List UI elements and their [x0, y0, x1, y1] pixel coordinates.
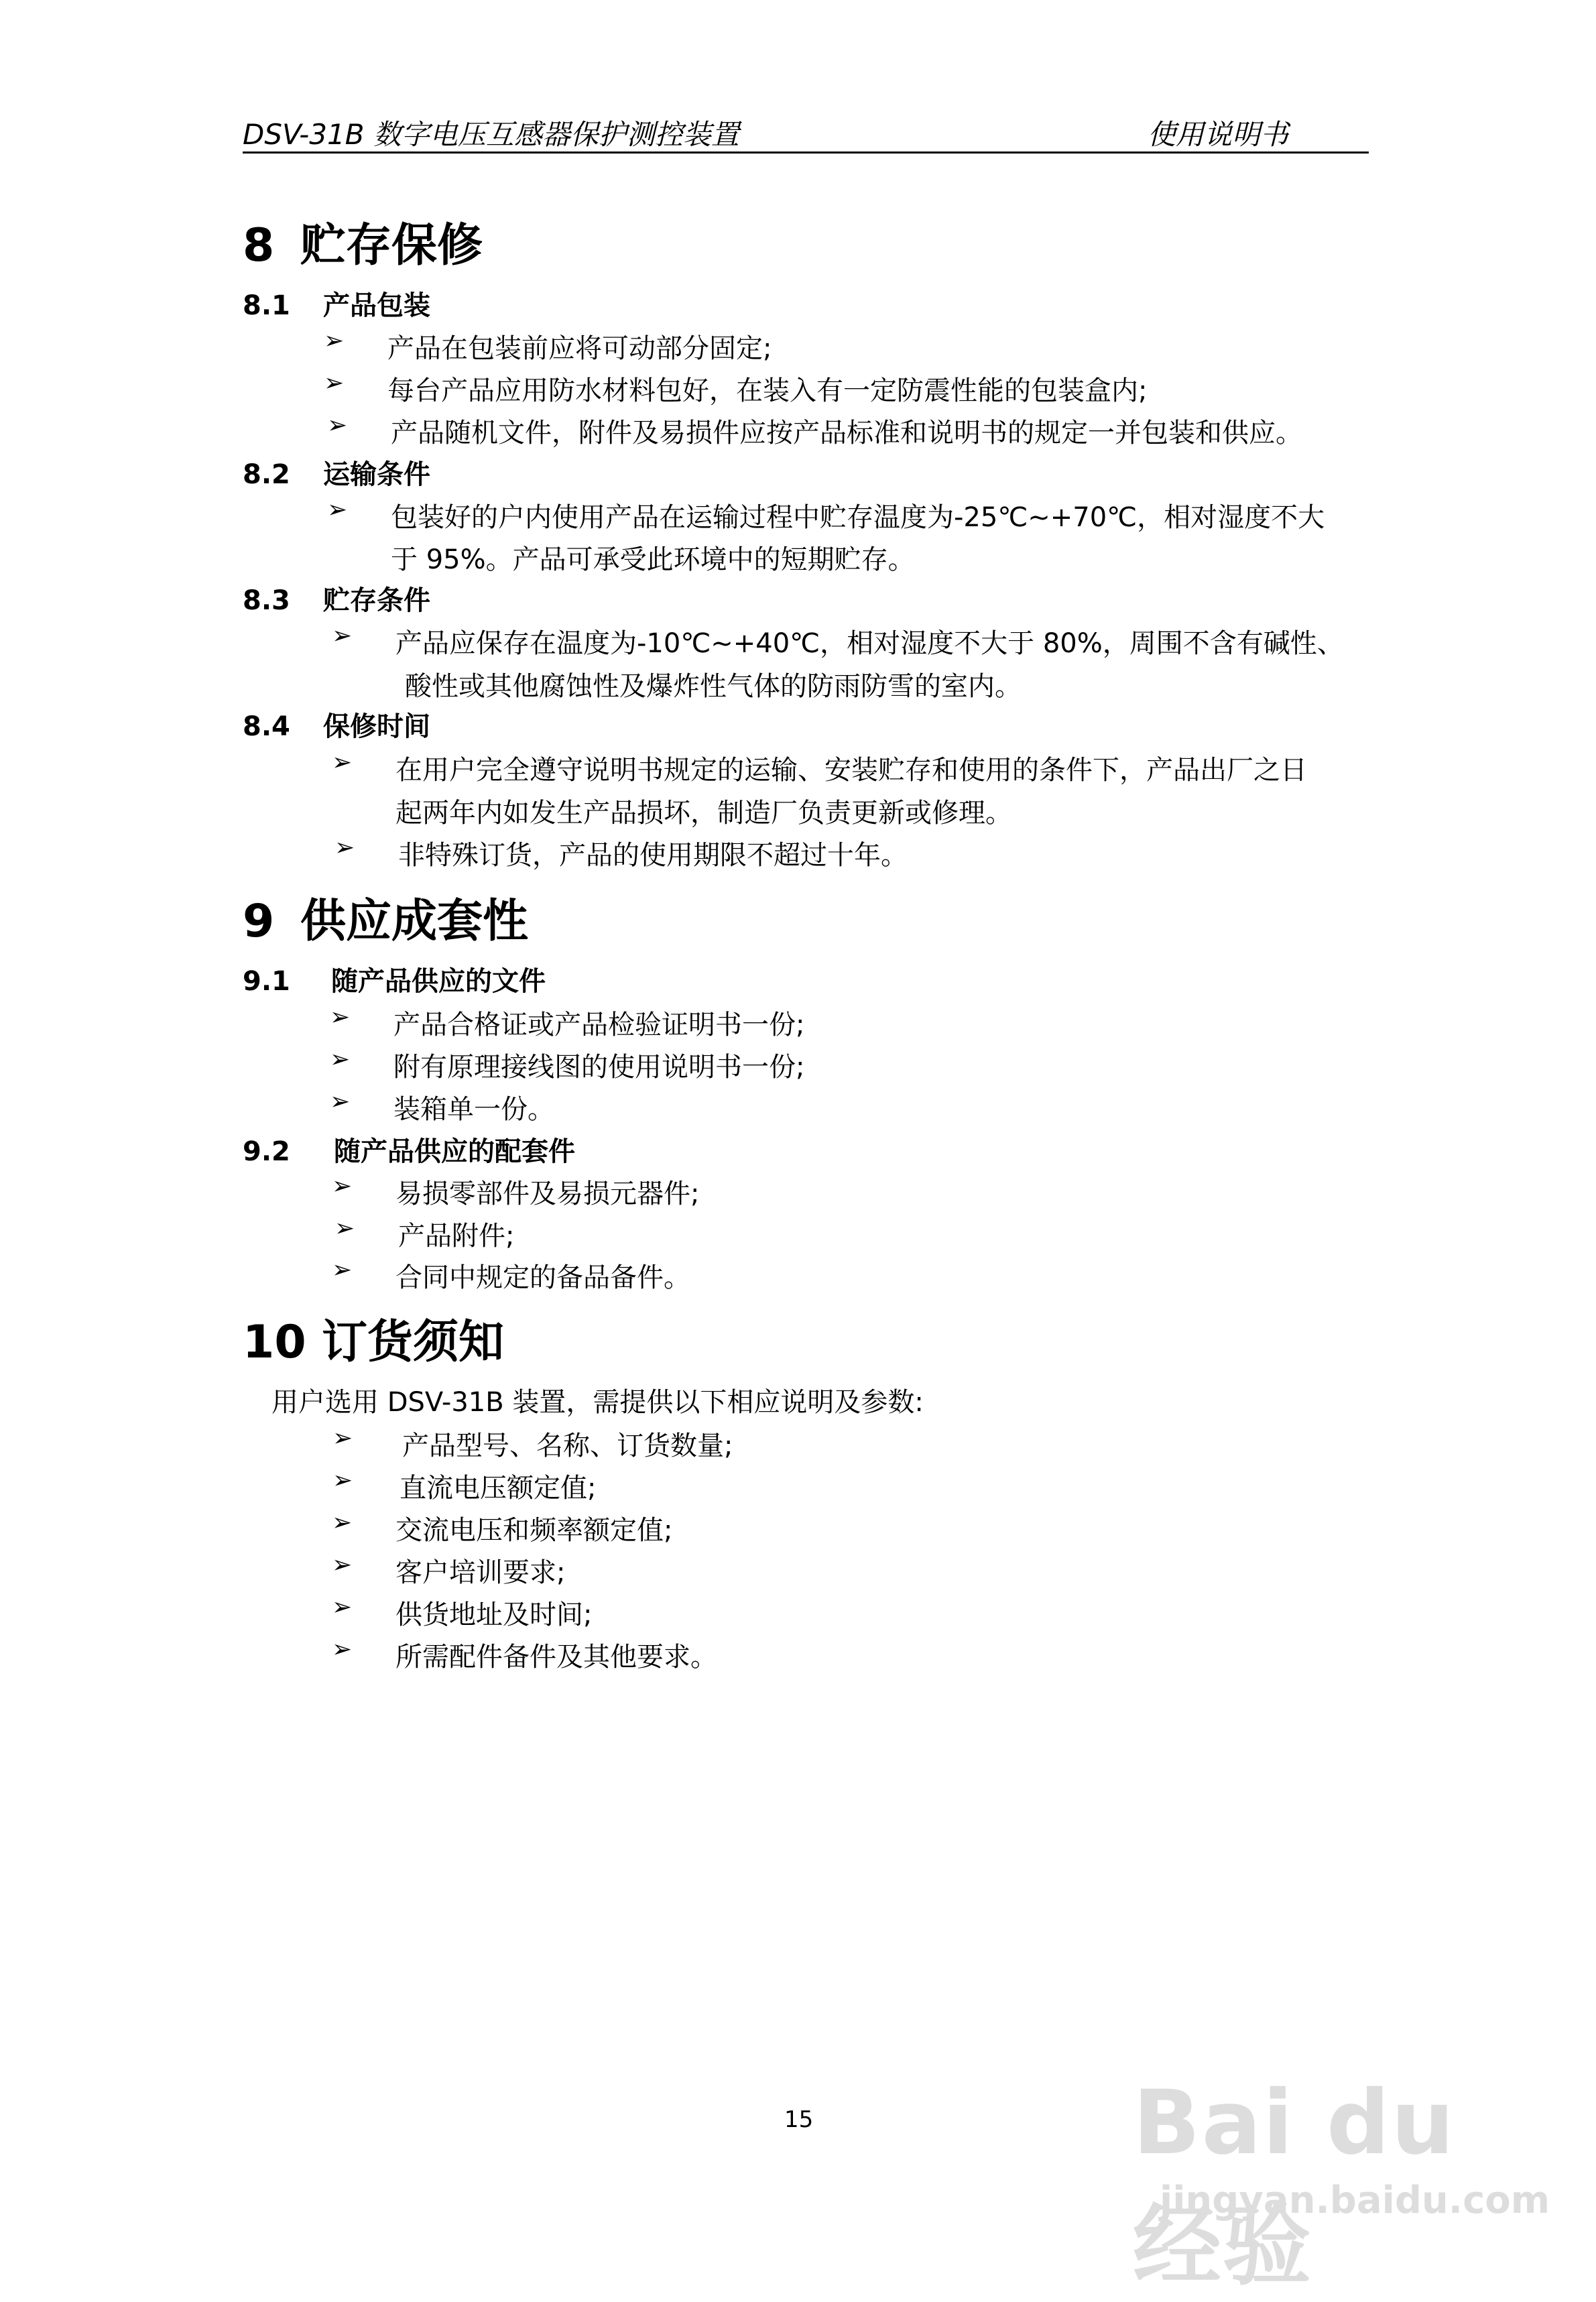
bullet-arrow-icon: ➢ [330, 1004, 351, 1031]
subsection-8-4-heading [243, 705, 430, 743]
watermark-url: jingyan.baidu.com [1160, 2179, 1550, 2222]
list-item: ➢ 客户培训要求; [332, 1551, 566, 1588]
bullet-arrow-icon: ➢ [332, 749, 353, 776]
subsection-title: 贮存条件 [323, 585, 430, 616]
bullet-arrow-icon: ➢ [324, 369, 345, 397]
subsection-number: 8.1 [243, 290, 290, 321]
list-item: ➢ 直流电压额定值; [332, 1467, 597, 1504]
subsection-title: 运输条件 [323, 459, 430, 490]
subsection-8-1-heading [243, 284, 430, 322]
bullet-arrow-icon: ➢ [332, 1256, 353, 1284]
bullet-arrow-icon: ➢ [324, 327, 345, 355]
bullet-arrow-icon: ➢ [332, 1636, 353, 1663]
section-title: 贮存保修 [300, 219, 483, 272]
bullet-arrow-icon: ➢ [332, 1551, 353, 1579]
bullet-arrow-icon: ➢ [330, 1046, 351, 1073]
subsection-title: 随产品供应的配套件 [334, 1136, 575, 1167]
section-9-heading [243, 885, 528, 950]
list-item: ➢ 在用户完全遵守说明书规定的运输、安装贮存和使用的条件下，产品出厂之日 [332, 749, 1307, 786]
bullet-arrow-icon: ➢ [327, 412, 348, 439]
subsection-number: 9.1 [243, 966, 290, 997]
list-item: ➢ 装箱单一份。 [330, 1088, 554, 1125]
order-intro: 用户选用 DSV-31B 装置，需提供以下相应说明及参数: [271, 1387, 924, 1418]
list-item: ➢ 所需配件备件及其他要求。 [332, 1636, 717, 1673]
subsection-title: 随产品供应的文件 [331, 966, 546, 997]
bullet-arrow-icon: ➢ [332, 1593, 353, 1621]
section-10-heading [243, 1306, 504, 1371]
header-doc-type: 使用说明书 [1148, 118, 1289, 151]
subsection-number: 8.4 [243, 711, 290, 742]
section-number: 9 [243, 895, 275, 948]
subsection-9-2-heading [243, 1130, 575, 1168]
section-number: 8 [243, 219, 275, 272]
bullet-arrow-icon: ➢ [332, 1425, 353, 1452]
bullet-arrow-icon: ➢ [332, 1172, 353, 1200]
section-title: 供应成套性 [300, 895, 529, 948]
header-title: DSV-31B 数字电压互感器保护测控装置 [243, 118, 739, 151]
bullet-arrow-icon: ➢ [332, 622, 353, 650]
list-item: ➢ 供货地址及时间; [332, 1593, 593, 1630]
list-item: ➢ 附有原理接线图的使用说明书一份; [330, 1046, 805, 1083]
bullet-arrow-icon: ➢ [330, 1088, 351, 1115]
subsection-9-1-heading [243, 960, 546, 998]
subsection-number: 9.2 [243, 1136, 290, 1167]
list-item: ➢ 交流电压和频率额定值; [332, 1509, 673, 1546]
bullet-arrow-icon: ➢ [332, 1509, 353, 1536]
subsection-8-3-heading [243, 579, 430, 617]
subsection-number: 8.3 [243, 585, 290, 616]
subsection-number: 8.2 [243, 459, 290, 490]
section-title: 订货须知 [322, 1316, 505, 1369]
list-item: ➢ 易损零部件及易损元器件; [332, 1172, 700, 1209]
header-divider [243, 152, 1369, 154]
list-item: ➢ 产品型号、名称、订货数量; [332, 1425, 733, 1461]
list-item: ➢ 非特殊订货，产品的使用期限不超过十年。 [334, 834, 908, 871]
list-item: ➢ 每台产品应用防水材料包好，在装入有一定防震性能的包装盒内; [324, 369, 1148, 406]
list-item: ➢ 产品附件; [334, 1215, 515, 1252]
subsection-title: 产品包装 [323, 290, 430, 321]
bullet-arrow-icon: ➢ [332, 1467, 353, 1494]
list-item-continuation: 酸性或其他腐蚀性及爆炸性气体的防雨防雪的室内。 [405, 671, 1022, 702]
watermark [1133, 2051, 1550, 2298]
list-item: ➢ 产品合格证或产品检验证明书一份; [330, 1004, 805, 1040]
section-number: 10 [243, 1316, 306, 1369]
page-number: 15 [784, 2106, 814, 2133]
list-item: ➢ 产品随机文件，附件及易损件应按产品标准和说明书的规定一并包装和供应。 [327, 412, 1302, 448]
section-8-heading [243, 209, 483, 274]
subsection-title: 保修时间 [323, 711, 430, 742]
list-item-continuation: 于 95%。产品可承受此环境中的短期贮存。 [391, 544, 915, 575]
list-item: ➢ 产品应保存在温度为-10℃~+40℃，相对湿度不大于 80%，周围不含有碱性、 [332, 622, 1344, 659]
list-item: ➢ 合同中规定的备品备件。 [332, 1256, 690, 1293]
subsection-8-2-heading [243, 453, 430, 491]
list-item: ➢ 包装好的户内使用产品在运输过程中贮存温度为-25℃~+70℃，相对湿度不大 [327, 496, 1325, 533]
bullet-arrow-icon: ➢ [334, 1215, 355, 1242]
list-item: ➢ 产品在包装前应将可动部分固定; [324, 327, 772, 364]
bullet-arrow-icon: ➢ [327, 496, 348, 524]
list-item-continuation: 起两年内如发生产品损坏，制造厂负责更新或修理。 [395, 798, 1012, 829]
bullet-arrow-icon: ➢ [334, 834, 355, 861]
watermark-logo: Bai du 经验 [1133, 2071, 1456, 2298]
